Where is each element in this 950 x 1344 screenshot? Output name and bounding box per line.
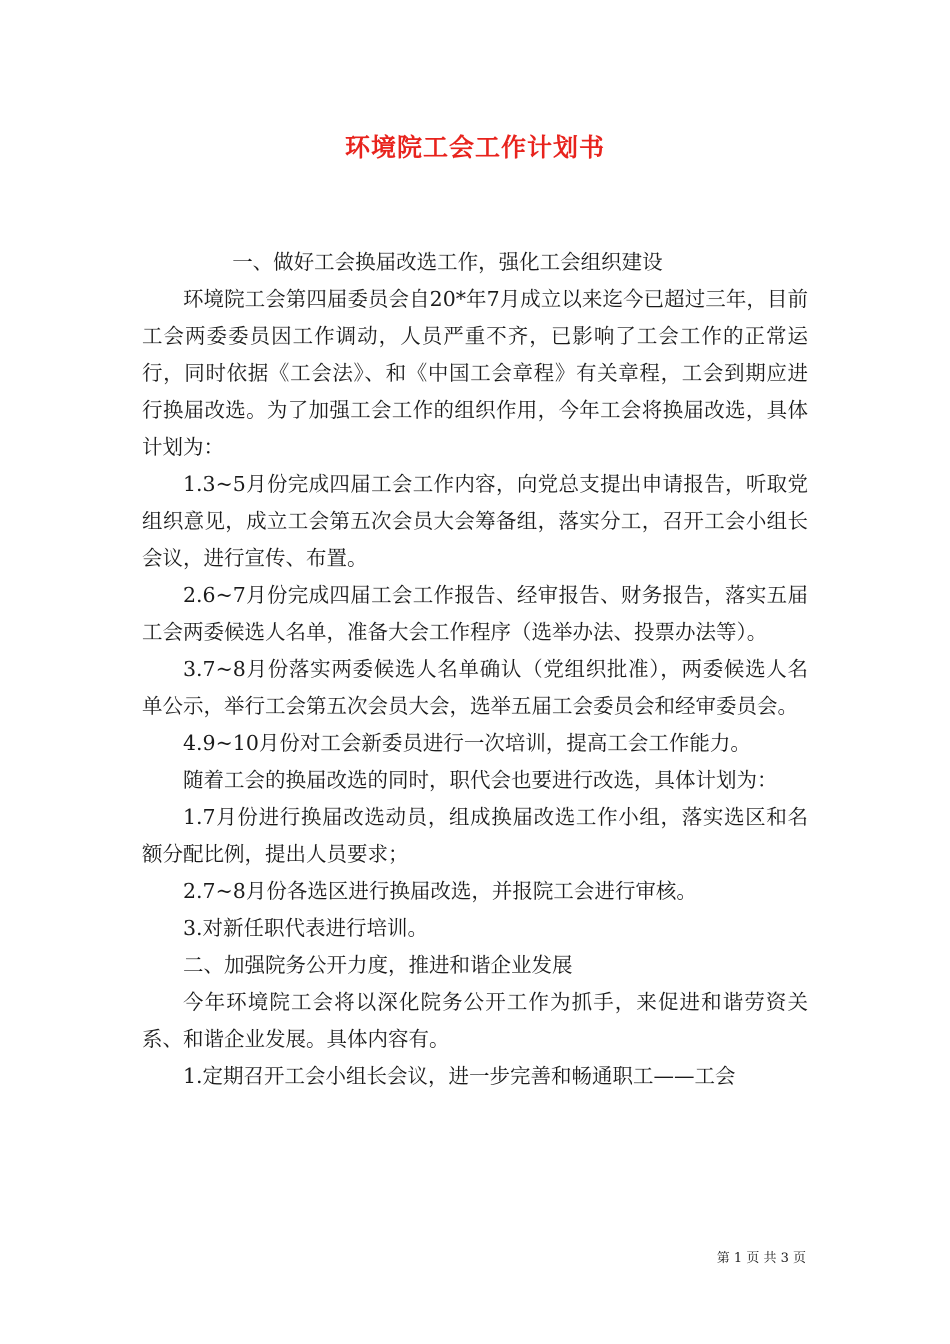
paragraph: 3.对新任职代表进行培训。 xyxy=(183,916,429,940)
page-number-footer: 第 1 页 共 3 页 xyxy=(716,1251,806,1266)
document-body xyxy=(142,244,808,1095)
section-heading-2: 二、加强院务公开力度，推进和谐企业发展 xyxy=(183,953,573,977)
paragraph: 2.7~8月份各选区进行换届改选，并报院工会进行审核。 xyxy=(183,879,697,903)
section-heading-1: 一、做好工会换届改选工作，强化工会组织建设 xyxy=(232,250,663,274)
paragraph: 随着工会的换届改选的同时，职代会也要进行改选，具体计划为： xyxy=(183,768,778,792)
paragraph: 1.定期召开工会小组长会议，进一步完善和畅通职工——工会 xyxy=(183,1064,736,1088)
paragraph: 今年环境院工会将以深化院务公开工作为抓手，来促进和谐劳资关系、和谐企业发展。具体内容有。 xyxy=(142,990,808,1051)
paragraph: 1.3~5月份完成四届工会工作内容，向党总支提出申请报告，听取党组织意见，成立工会第五次会员大会筹备组，落实分工，召开工会小组长会议，进行宣传、布置。 xyxy=(142,472,808,570)
paragraph: 环境院工会第四届委员会自20*年7月成立以来迄今已超过三年，目前工会两委委员因工作调动，人员严重不齐，已影响了工会工作的正常运行，同时依据《工会法》、和《中国工会章程》有关章程，工会到期应进行换届改选。为了加强工会工作的组织作用，今年工会将换届改选，具体计划为： xyxy=(142,287,808,459)
paragraph: 4.9~10月份对工会新委员进行一次培训，提高工会工作能力。 xyxy=(183,731,751,755)
paragraph: 1.7月份进行换届改选动员，组成换届改选工作小组，落实选区和名额分配比例，提出人员要求； xyxy=(142,805,808,866)
paragraph: 3.7~8月份落实两委候选人名单确认（党组织批准），两委候选人名单公示，举行工会第五次会员大会，选举五届工会委员会和经审委员会。 xyxy=(142,657,808,718)
document-title: 环境院工会工作计划书 xyxy=(344,133,605,162)
paragraph: 2.6~7月份完成四届工会工作报告、经审报告、财务报告，落实五届工会两委候选人名单，准备大会工作程序（选举办法、投票办法等）。 xyxy=(142,583,808,644)
